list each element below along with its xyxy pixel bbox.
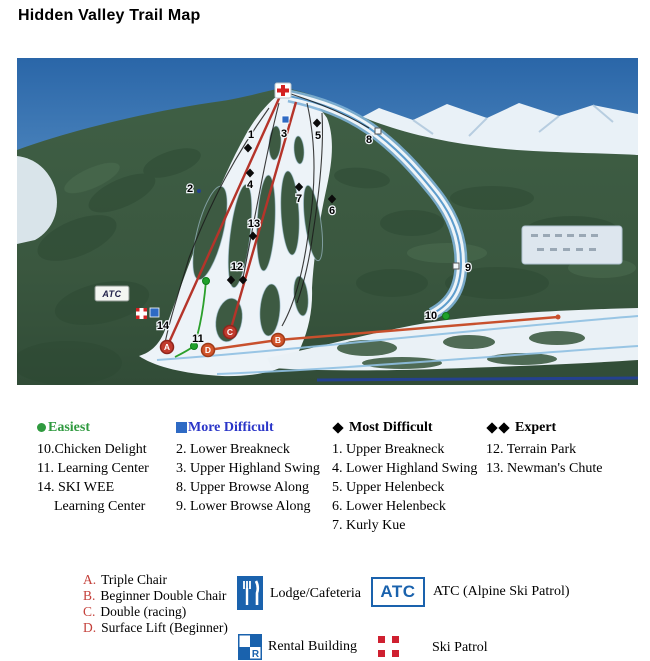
atc-icon-text: ATC xyxy=(380,582,416,601)
parking-lot xyxy=(522,226,622,264)
black-diamond-icon xyxy=(332,422,343,433)
lodge-cafeteria-icon xyxy=(237,576,263,615)
ski-patrol-icon xyxy=(378,636,399,661)
lift-name: Double (racing) xyxy=(100,604,187,619)
blue-square-icon xyxy=(176,422,187,433)
trail-list-item: 13. Newman's Chute xyxy=(486,461,603,476)
lift-list-item xyxy=(83,572,228,588)
trail-marker-6: 6 xyxy=(328,205,336,217)
trail-list-item: 11. Learning Center xyxy=(37,461,149,476)
trail-list-item: 8. Upper Browse Along xyxy=(176,480,309,495)
trail-marker-8: 8 xyxy=(365,134,373,146)
ski-patrol-label: Ski Patrol xyxy=(432,640,488,655)
legend-column-more-difficult xyxy=(176,420,320,516)
map-atc-label: ATC xyxy=(102,289,122,299)
legend-column-most-difficult xyxy=(332,420,477,535)
lift-marker-c: C xyxy=(226,327,234,337)
trail-marker-7: 7 xyxy=(295,193,303,205)
trail-list-item: 1. Upper Breakneck xyxy=(332,442,445,457)
trail-list-item: 14. SKI WEE xyxy=(37,480,115,495)
lift-marker-b: B xyxy=(274,335,282,345)
trail-list-item: 10.Chicken Delight xyxy=(37,442,147,457)
trail-list-item: 4. Lower Highland Swing xyxy=(332,461,478,476)
legend-column-easiest xyxy=(37,420,149,516)
trail-list-item: 5. Upper Helenbeck xyxy=(332,480,445,495)
legend-header-label: Most Difficult xyxy=(349,420,433,435)
lift-letter: A. xyxy=(83,572,97,587)
trail-list-item: 12. Terrain Park xyxy=(486,442,577,457)
legend-header-most-difficult xyxy=(332,420,477,440)
lift-letter: B. xyxy=(83,588,96,603)
atc-label: ATC (Alpine Ski Patrol) xyxy=(433,584,570,599)
trail-list-item: 2. Lower Breakneck xyxy=(176,442,290,457)
trail-marker-12: 12 xyxy=(230,261,244,273)
trail-marker-4: 4 xyxy=(246,179,254,191)
lift-letter: C. xyxy=(83,604,96,619)
rental-icon-letter: R xyxy=(251,649,260,660)
legend-header-label: More Difficult xyxy=(188,420,274,435)
legend-header-label: Expert xyxy=(515,420,557,435)
trail-marker-14: 14 xyxy=(156,320,170,332)
black-diamond-icon xyxy=(498,422,509,433)
trail-list-item: Learning Center xyxy=(54,499,146,514)
lift-marker-d: D xyxy=(204,345,212,355)
trail-map-svg xyxy=(17,58,638,385)
rental-building-icon xyxy=(238,634,262,661)
trail-marker-2: 2 xyxy=(186,183,194,195)
lift-marker-a: A xyxy=(163,342,171,352)
trail-marker-9: 9 xyxy=(464,262,472,274)
lift-letter: D. xyxy=(83,620,97,635)
lift-name: Triple Chair xyxy=(101,572,168,587)
lift-list xyxy=(83,572,228,636)
legend-header-label: Easiest xyxy=(48,420,90,435)
green-circle-icon xyxy=(37,423,46,432)
black-diamond-icon xyxy=(486,422,497,433)
trail-list-item: 9. Lower Browse Along xyxy=(176,499,311,514)
lift-name: Beginner Double Chair xyxy=(100,588,227,603)
trail-map-image xyxy=(17,58,638,385)
trail-marker-3: 3 xyxy=(280,128,288,140)
trail-marker-5: 5 xyxy=(314,130,322,142)
legend-header-expert xyxy=(486,420,602,440)
rental-building-label: Rental Building xyxy=(268,639,358,654)
legend-header-easiest xyxy=(37,420,149,440)
lift-list-item xyxy=(83,620,228,636)
trail-marker-13: 13 xyxy=(247,218,261,230)
trail-marker-11: 11 xyxy=(192,333,204,345)
map-atc-tag xyxy=(95,286,129,301)
trail-list-item: 7. Kurly Kue xyxy=(332,518,406,533)
lift-list-item xyxy=(83,588,228,604)
legend-header-more-difficult xyxy=(176,420,320,440)
legend-column-expert xyxy=(486,420,602,478)
trail-marker-10: 10 xyxy=(424,310,438,322)
trail-list-item: 3. Upper Highland Swing xyxy=(176,461,320,476)
lift-list-item xyxy=(83,604,228,620)
atc-icon xyxy=(371,577,425,607)
lift-name: Surface Lift (Beginner) xyxy=(101,620,228,635)
page-title: Hidden Valley Trail Map xyxy=(18,7,201,24)
lodge-cafeteria-label: Lodge/Cafeteria xyxy=(270,586,361,601)
trail-marker-1: 1 xyxy=(247,129,255,141)
trail-list-item: 6. Lower Helenbeck xyxy=(332,499,446,514)
summit-patrol-icon xyxy=(275,83,291,98)
